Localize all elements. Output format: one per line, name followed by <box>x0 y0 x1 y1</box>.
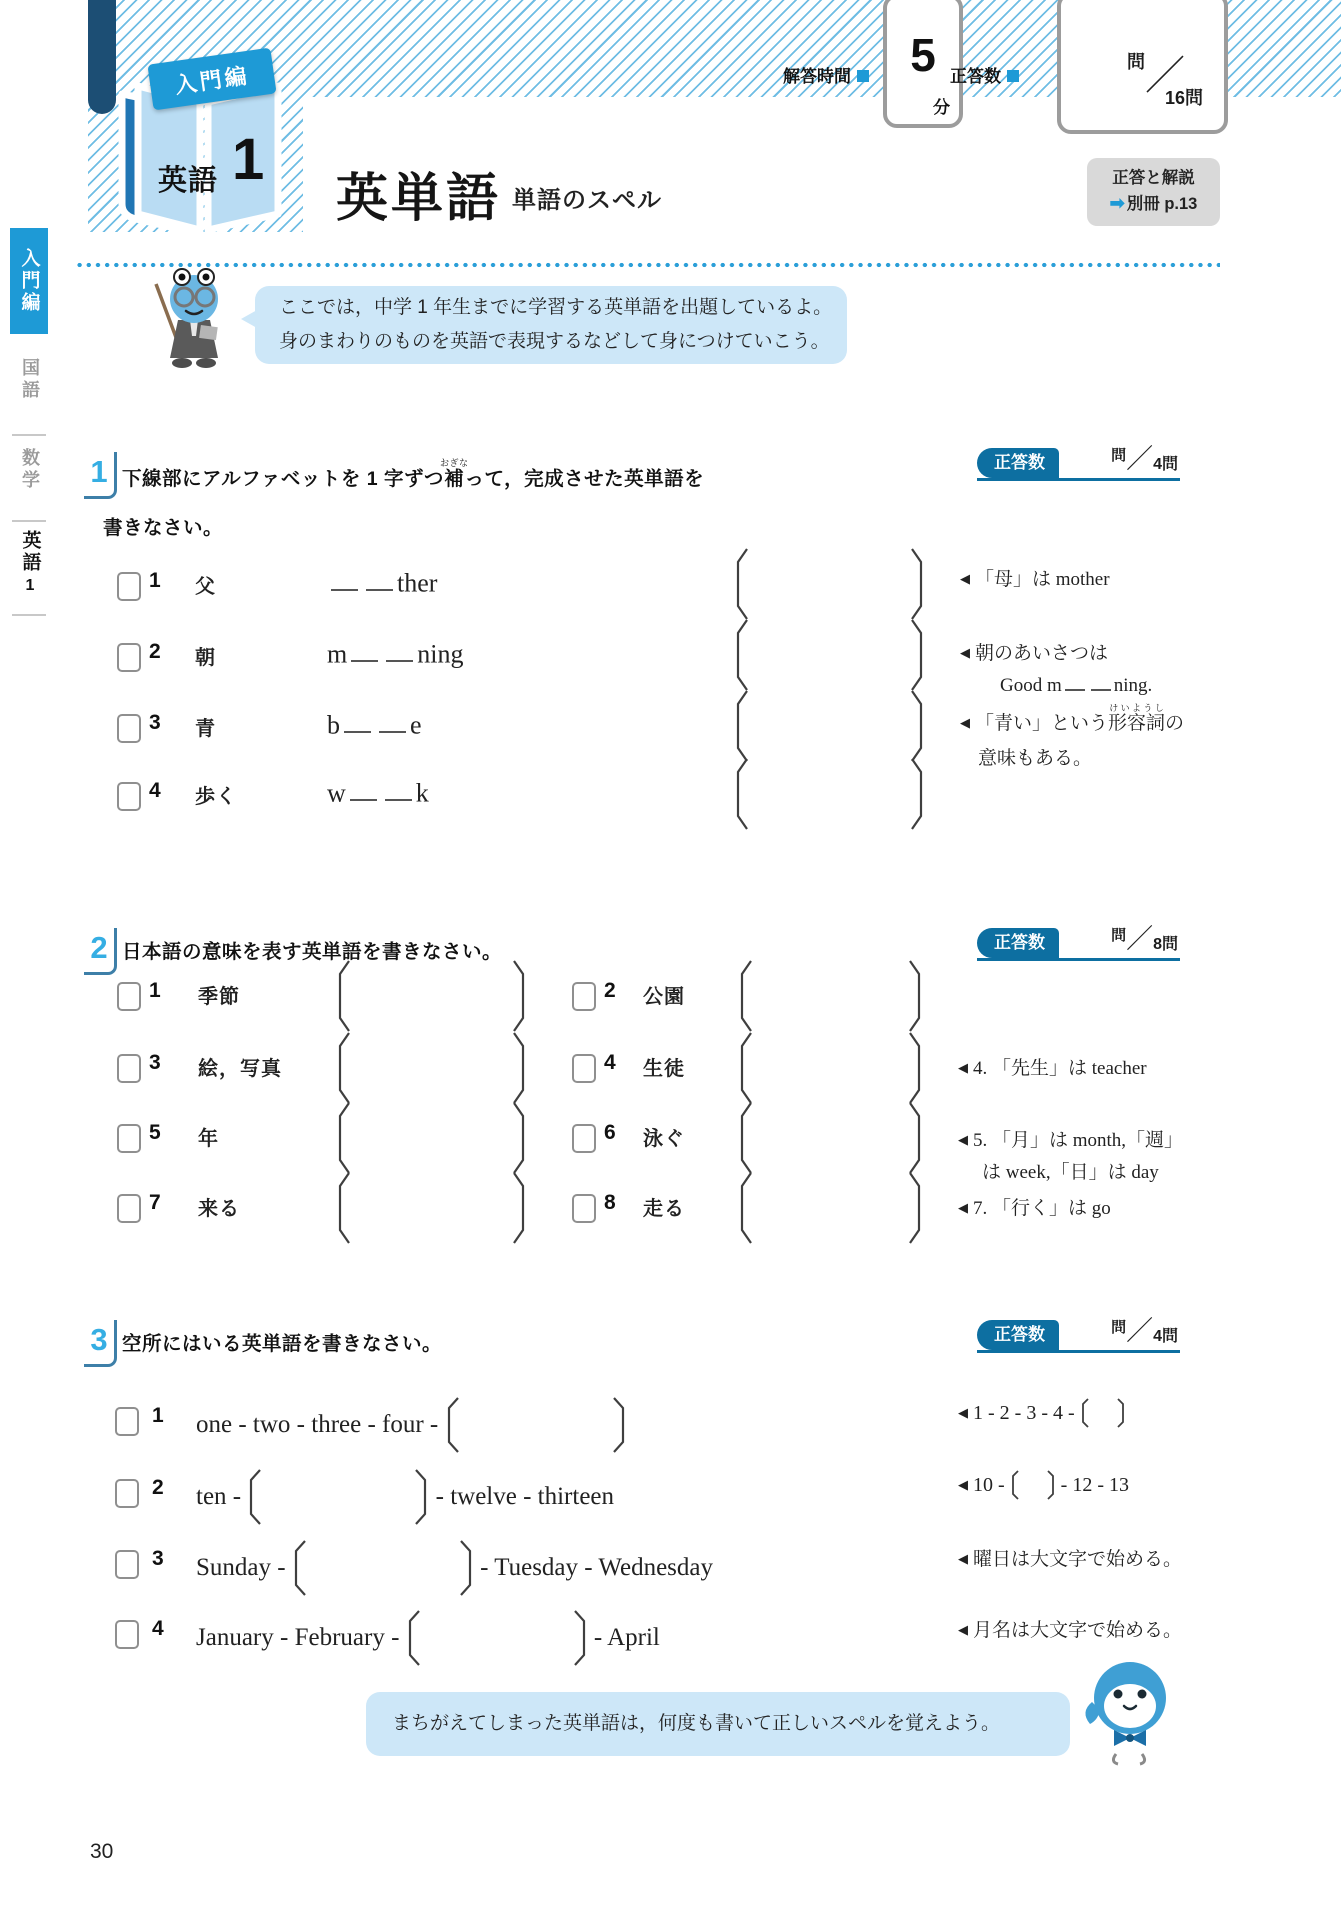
item-word: ther <box>327 562 437 598</box>
answer-bracket-right-icon <box>512 1170 528 1246</box>
intro-line1: ここでは，中学 1 年生までに学習する英単語を出題しているよ。 <box>279 297 833 318</box>
item-word: m ning <box>327 633 463 669</box>
answer-bracket-right-icon <box>910 688 926 764</box>
time-label: 解答時間 <box>783 62 869 87</box>
answer-bracket-left-icon[interactable] <box>733 756 749 832</box>
blue-square-icon <box>1007 70 1019 82</box>
section1-instruction-line2: 書きなさい。 <box>103 517 224 539</box>
hint-arrow-icon: ◀ <box>960 716 970 731</box>
item-label: 絵，写真 <box>198 1058 282 1080</box>
sidebar-item-kokugo[interactable]: 国語 <box>20 358 40 402</box>
hint-text: ◀ 「母」は mother <box>960 569 1110 590</box>
intro-speech-bubble <box>255 286 847 364</box>
checkbox[interactable] <box>572 1054 596 1083</box>
answer-bracket-left-icon[interactable] <box>737 958 753 1034</box>
checkbox[interactable] <box>115 1407 139 1436</box>
blank-underline <box>1091 670 1111 691</box>
item-word: w k <box>327 772 429 808</box>
section1-instruction-line1: 下線部にアルファベットを 1 字ずつ補おぎなって，完成させた英単語を <box>122 458 705 490</box>
item-number: 7 <box>149 1191 161 1214</box>
answer-bracket-left-icon[interactable] <box>445 1396 460 1454</box>
section1-score-label: 正答数 <box>977 448 1059 478</box>
sequence-line: ten - - twelve - thirteen <box>196 1468 614 1526</box>
blank-underline[interactable] <box>350 772 377 801</box>
arrow-icon: ➡ <box>1109 193 1125 213</box>
sidebar-divider <box>12 520 46 522</box>
answer-bracket-right-icon <box>459 1539 474 1597</box>
score-denominator: 16問 <box>1165 88 1204 108</box>
sequence-line: one - two - three - four - <box>196 1396 627 1454</box>
hint-text: ◀ 7. 「行く」は go <box>958 1198 1111 1219</box>
answer-bracket-left-icon[interactable] <box>406 1609 421 1667</box>
hint-arrow-icon: ◀ <box>958 1133 968 1148</box>
blue-square-icon <box>857 70 869 82</box>
checkbox[interactable] <box>117 714 141 743</box>
item-label: 父 <box>195 576 216 598</box>
item-number: 2 <box>604 979 616 1002</box>
item-number: 2 <box>152 1476 164 1499</box>
answer-bracket-left-icon[interactable] <box>335 1100 351 1176</box>
outro-speech-bubble: まちがえてしまった英単語は，何度も書いて正しいスペルを覚えよう。 <box>366 1692 1070 1756</box>
checkbox[interactable] <box>117 782 141 811</box>
section3-badge: 3 <box>84 1320 117 1367</box>
answer-reference-page: 別冊 p.13 <box>1126 195 1198 213</box>
section2-score-label: 正答数 <box>977 928 1059 958</box>
answer-bracket-left-icon[interactable] <box>335 958 351 1034</box>
hint-arrow-icon: ◀ <box>958 1552 968 1567</box>
answer-bracket-right-icon <box>512 1100 528 1176</box>
page-number: 30 <box>90 1840 114 1863</box>
answer-bracket-left-icon <box>1080 1398 1090 1428</box>
checkbox[interactable] <box>117 1124 141 1153</box>
item-label: 年 <box>198 1128 219 1150</box>
blank-underline[interactable] <box>366 562 393 591</box>
item-label: 生徒 <box>643 1058 685 1080</box>
intro-line2: 身のまわりのものを英語で表現するなどして身につけていこう。 <box>279 331 830 352</box>
checkbox[interactable] <box>117 1194 141 1223</box>
hint-text: 意味もある。 <box>978 748 1093 769</box>
answer-bracket-right-icon <box>908 1030 924 1106</box>
answer-bracket-left-icon[interactable] <box>737 1100 753 1176</box>
sidebar-tab-nyumon[interactable]: 入門編 <box>10 228 48 334</box>
answer-bracket-left-icon[interactable] <box>733 688 749 764</box>
answer-bracket-left-icon[interactable] <box>247 1468 262 1526</box>
subject-number: 1 <box>232 127 265 192</box>
section2-score-bar: 正答数 問／8問 <box>977 928 1180 961</box>
answer-bracket-right-icon <box>908 1170 924 1246</box>
item-number: 6 <box>604 1121 616 1144</box>
sequence-line: January - February - - April <box>196 1609 660 1667</box>
blank-underline[interactable] <box>344 704 371 733</box>
checkbox[interactable] <box>572 982 596 1011</box>
answer-bracket-right-icon <box>573 1609 588 1667</box>
item-number: 2 <box>149 640 161 663</box>
item-number: 1 <box>152 1404 164 1427</box>
hint-arrow-icon: ◀ <box>958 1405 968 1421</box>
answer-bracket-right-icon <box>1116 1398 1126 1428</box>
answer-bracket-right-icon <box>512 958 528 1034</box>
score-count-box[interactable] <box>1057 0 1228 134</box>
checkbox[interactable] <box>572 1194 596 1223</box>
section3-score-bar: 正答数 問／4問 <box>977 1320 1180 1353</box>
hint-text: ◀ 曜日は大文字で始める。 <box>958 1549 1183 1570</box>
item-label: 来る <box>198 1198 240 1220</box>
item-number: 1 <box>149 569 161 592</box>
section1-score-bar: 正答数 問／4問 <box>977 448 1180 481</box>
page-subtitle: 単語のスペル <box>512 187 662 214</box>
checkbox[interactable] <box>117 1054 141 1083</box>
answer-bracket-left-icon[interactable] <box>737 1030 753 1106</box>
item-label: 青 <box>195 718 216 740</box>
answer-bracket-right-icon <box>414 1468 429 1526</box>
sidebar-divider <box>12 614 46 616</box>
teacher-character-illustration <box>146 264 246 377</box>
blank-underline <box>1065 670 1085 691</box>
time-unit: 分 <box>933 98 950 117</box>
answer-bracket-right-icon <box>910 617 926 693</box>
answer-bracket-right-icon <box>612 1396 627 1454</box>
blank-underline[interactable] <box>351 633 378 662</box>
item-number: 5 <box>149 1121 161 1144</box>
subject-label: 英語 <box>158 165 219 197</box>
answer-bracket-right-icon <box>1046 1470 1056 1500</box>
answer-bracket-right-icon <box>910 546 926 622</box>
hint-arrow-icon: ◀ <box>958 1477 968 1493</box>
hint-arrow-icon: ◀ <box>958 1623 968 1638</box>
answer-reference-title: 正答と解説 <box>1112 169 1195 187</box>
section2-badge: 2 <box>84 928 117 975</box>
hint-text: ◀ 4. 「先生」は teacher <box>958 1058 1147 1079</box>
checkbox[interactable] <box>572 1124 596 1153</box>
sidebar-item-eigo1[interactable]: 英語 1 <box>19 530 41 594</box>
hint-text: ◀ 月名は大文字で始める。 <box>958 1620 1183 1641</box>
section1-badge: 1 <box>84 452 117 499</box>
item-number: 1 <box>149 979 161 1002</box>
hint-text: ◀ 1 - 2 - 3 - 4 - <box>958 1398 1126 1428</box>
score-slash: ／ <box>1145 54 1185 98</box>
dotted-divider <box>75 262 1220 268</box>
blank-underline[interactable] <box>385 772 412 801</box>
checkbox[interactable] <box>117 982 141 1011</box>
answer-bracket-left-icon[interactable] <box>733 617 749 693</box>
item-word: b e <box>327 704 422 740</box>
section3-score-label: 正答数 <box>977 1320 1059 1350</box>
score-label: 正答数 <box>950 62 1019 87</box>
item-number: 8 <box>604 1191 616 1214</box>
answer-bracket-right-icon <box>908 1100 924 1176</box>
answer-bracket-left-icon[interactable] <box>335 1170 351 1246</box>
hint-text: は week,「日」は day <box>982 1162 1159 1183</box>
sidebar-item-sugaku[interactable]: 数学 <box>20 448 40 492</box>
answer-bracket-left-icon[interactable] <box>733 546 749 622</box>
answer-bracket-right-icon <box>512 1030 528 1106</box>
blank-underline[interactable] <box>379 704 406 733</box>
blank-underline[interactable] <box>331 562 358 591</box>
hint-text: Good m ning. <box>1000 670 1152 697</box>
answer-bracket-left-icon <box>1010 1470 1020 1500</box>
item-number: 3 <box>152 1547 164 1570</box>
hint-arrow-icon: ◀ <box>960 572 970 587</box>
hint-arrow-icon: ◀ <box>960 646 970 661</box>
checkbox[interactable] <box>117 572 141 601</box>
answer-bracket-right-icon <box>908 958 924 1034</box>
sequence-line: Sunday - - Tuesday - Wednesday <box>196 1539 713 1597</box>
hint-arrow-icon: ◀ <box>958 1061 968 1076</box>
item-label: 公園 <box>643 986 685 1008</box>
hint-text: ◀ 5. 「月」は month,「週」 <box>958 1130 1184 1151</box>
answer-bracket-left-icon[interactable] <box>335 1030 351 1106</box>
checkbox[interactable] <box>117 643 141 672</box>
item-number: 3 <box>149 1051 161 1074</box>
blank-underline[interactable] <box>386 633 413 662</box>
checkbox[interactable] <box>115 1479 139 1508</box>
hint-text: ◀ 10 - - 12 - 13 <box>958 1470 1129 1500</box>
hint-text: ◀ 朝のあいさつは <box>960 643 1109 664</box>
answer-bracket-right-icon <box>910 756 926 832</box>
item-number: 4 <box>152 1617 164 1640</box>
item-number: 4 <box>604 1051 616 1074</box>
answer-reference-box <box>1087 158 1220 226</box>
hint-text: ◀ 「青い」という形容詞けいようしの <box>960 703 1185 734</box>
checkbox[interactable] <box>115 1550 139 1579</box>
item-number: 3 <box>149 711 161 734</box>
time-value: 5 <box>910 29 936 81</box>
bird-character-illustration <box>1078 1650 1188 1775</box>
item-label: 走る <box>643 1198 685 1220</box>
item-label: 季節 <box>198 986 240 1008</box>
section3-instruction: 空所にはいる英単語を書きなさい。 <box>122 1333 443 1355</box>
answer-bracket-left-icon[interactable] <box>737 1170 753 1246</box>
answer-bracket-left-icon[interactable] <box>292 1539 307 1597</box>
item-label: 泳ぐ <box>643 1128 685 1150</box>
sidebar-divider <box>12 434 46 436</box>
checkbox[interactable] <box>115 1620 139 1649</box>
item-label: 朝 <box>195 647 216 669</box>
section2-instruction: 日本語の意味を表す英単語を書きなさい。 <box>122 941 503 963</box>
score-numerator: 問 <box>1127 52 1145 72</box>
item-number: 4 <box>149 779 161 802</box>
level-badge: 入門編 <box>147 48 276 111</box>
hint-arrow-icon: ◀ <box>958 1201 968 1216</box>
page-title: 英単語 <box>336 170 502 228</box>
item-label: 歩く <box>195 786 237 808</box>
